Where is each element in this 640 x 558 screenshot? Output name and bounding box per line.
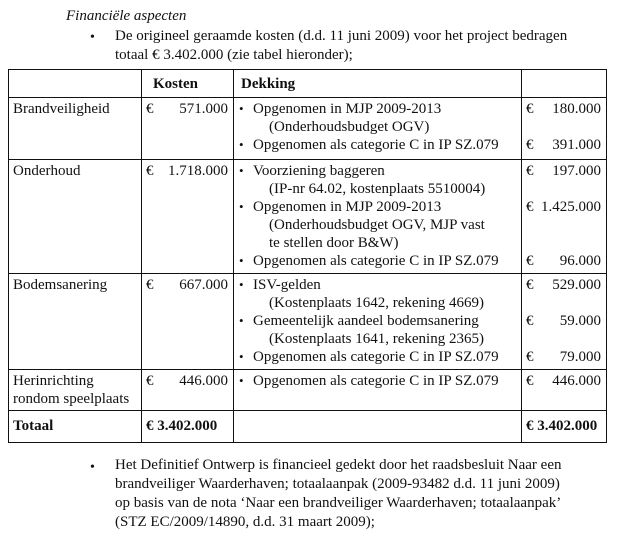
paragraph-line: op basis van de nota ‘Naar een brandveiliger Waarderhaven; totaalaanpak’: [115, 495, 562, 511]
kosten-amount: 667.000: [179, 277, 228, 293]
dekking-bullet: •: [239, 137, 244, 152]
row-item-label: Bodemsanering: [13, 277, 108, 293]
dekking-amount: 1.425.000: [541, 199, 601, 215]
bullet-marker: •: [90, 30, 95, 45]
header-kosten: Kosten: [153, 76, 198, 92]
dekking-currency: €: [526, 199, 534, 215]
total-kosten: € 3.402.000: [146, 418, 218, 434]
total-label: Totaal: [13, 418, 54, 434]
dekking-bullet: •: [239, 163, 244, 178]
table-row: [9, 98, 607, 160]
dekking-bullet: •: [239, 253, 244, 268]
dekking-line: Opgenomen in MJP 2009-2013: [253, 101, 442, 117]
dekking-amount: 180.000: [552, 101, 601, 117]
dekking-bullet: •: [239, 349, 244, 364]
dekking-currency: €: [526, 163, 534, 179]
dekking-currency: €: [526, 313, 534, 329]
dekking-currency: €: [526, 253, 534, 269]
financial-table: [8, 69, 607, 443]
dekking-line: (IP-nr 64.02, kostenplaats 5510004): [269, 181, 486, 197]
dekking-line: te stellen door B&W): [269, 235, 399, 251]
dekking-line: Opgenomen als categorie C in IP SZ.079: [253, 349, 499, 365]
conclusion-paragraph: [115, 456, 562, 532]
dekking-currency: €: [526, 137, 534, 153]
paragraph-line: De origineel geraamde kosten (d.d. 11 juni 2009) voor het project bedragen: [115, 28, 568, 44]
bullet-marker: •: [90, 460, 95, 475]
dekking-amount: 446.000: [552, 373, 601, 389]
dekking-bullet: •: [239, 199, 244, 214]
dekking-line: (Onderhoudsbudget OGV, MJP vast: [269, 217, 485, 233]
row-item-label: Brandveiligheid: [13, 101, 110, 117]
kosten-currency: €: [146, 277, 154, 293]
dekking-line: ISV-gelden: [253, 277, 321, 293]
table-header-row: [9, 70, 607, 98]
table-row: [9, 274, 607, 370]
row-item-label: rondom speelplaats: [13, 391, 130, 407]
dekking-amount: 529.000: [552, 277, 601, 293]
dekking-currency: €: [526, 101, 534, 117]
dekking-bullet: •: [239, 313, 244, 328]
paragraph-line: brandveiliger Waarderhaven; totaalaanpak (2009-93482 d.d. 11 juni 2009): [115, 476, 560, 492]
kosten-currency: €: [146, 373, 154, 389]
dekking-bullet: •: [239, 373, 244, 388]
dekking-currency: €: [526, 373, 534, 389]
section-heading: Financiële aspecten: [66, 8, 187, 24]
dekking-currency: €: [526, 349, 534, 365]
dekking-line: Opgenomen in MJP 2009-2013: [253, 199, 442, 215]
paragraph-line: Het Definitief Ontwerp is financieel gedekt door het raadsbesluit Naar een: [115, 457, 562, 473]
cost-intro-paragraph: [115, 27, 567, 65]
table-row: [9, 160, 607, 274]
dekking-line: Opgenomen als categorie C in IP SZ.079: [253, 253, 499, 269]
dekking-amount: 79.000: [559, 349, 601, 365]
dekking-line: (Kostenplaats 1642, rekening 4669): [269, 295, 484, 311]
dekking-currency: €: [526, 277, 534, 293]
total-row: [9, 411, 607, 443]
dekking-line: Voorziening baggeren: [253, 163, 385, 179]
dekking-line: Gemeentelijk aandeel bodemsanering: [253, 313, 479, 329]
dekking-line: Opgenomen als categorie C in IP SZ.079: [253, 373, 499, 389]
row-item-label: Onderhoud: [13, 163, 81, 179]
dekking-line: Opgenomen als categorie C in IP SZ.079: [253, 137, 499, 153]
dekking-amount: 96.000: [559, 253, 601, 269]
paragraph-line: totaal € 3.402.000 (zie tabel hieronder);: [115, 47, 353, 63]
dekking-line: (Kostenplaats 1641, rekening 2365): [269, 331, 484, 347]
dekking-bullet: •: [239, 277, 244, 292]
dekking-amount: 391.000: [552, 137, 601, 153]
dekking-bullet: •: [239, 101, 244, 116]
kosten-amount: 446.000: [179, 373, 228, 389]
dekking-amount: 197.000: [552, 163, 601, 179]
kosten-amount: 1.718.000: [168, 163, 228, 179]
kosten-currency: €: [146, 163, 154, 179]
kosten-currency: €: [146, 101, 154, 117]
total-dekking-amount: € 3.402.000: [526, 418, 598, 434]
row-item-label: Herinrichting: [13, 373, 94, 389]
paragraph-line: (STZ EC/2009/14890, d.d. 31 maart 2009);: [115, 514, 375, 530]
table-row: [9, 370, 607, 411]
header-dekking: Dekking: [241, 76, 296, 92]
dekking-line: (Onderhoudsbudget OGV): [269, 119, 430, 135]
dekking-amount: 59.000: [559, 313, 601, 329]
kosten-amount: 571.000: [179, 101, 228, 117]
